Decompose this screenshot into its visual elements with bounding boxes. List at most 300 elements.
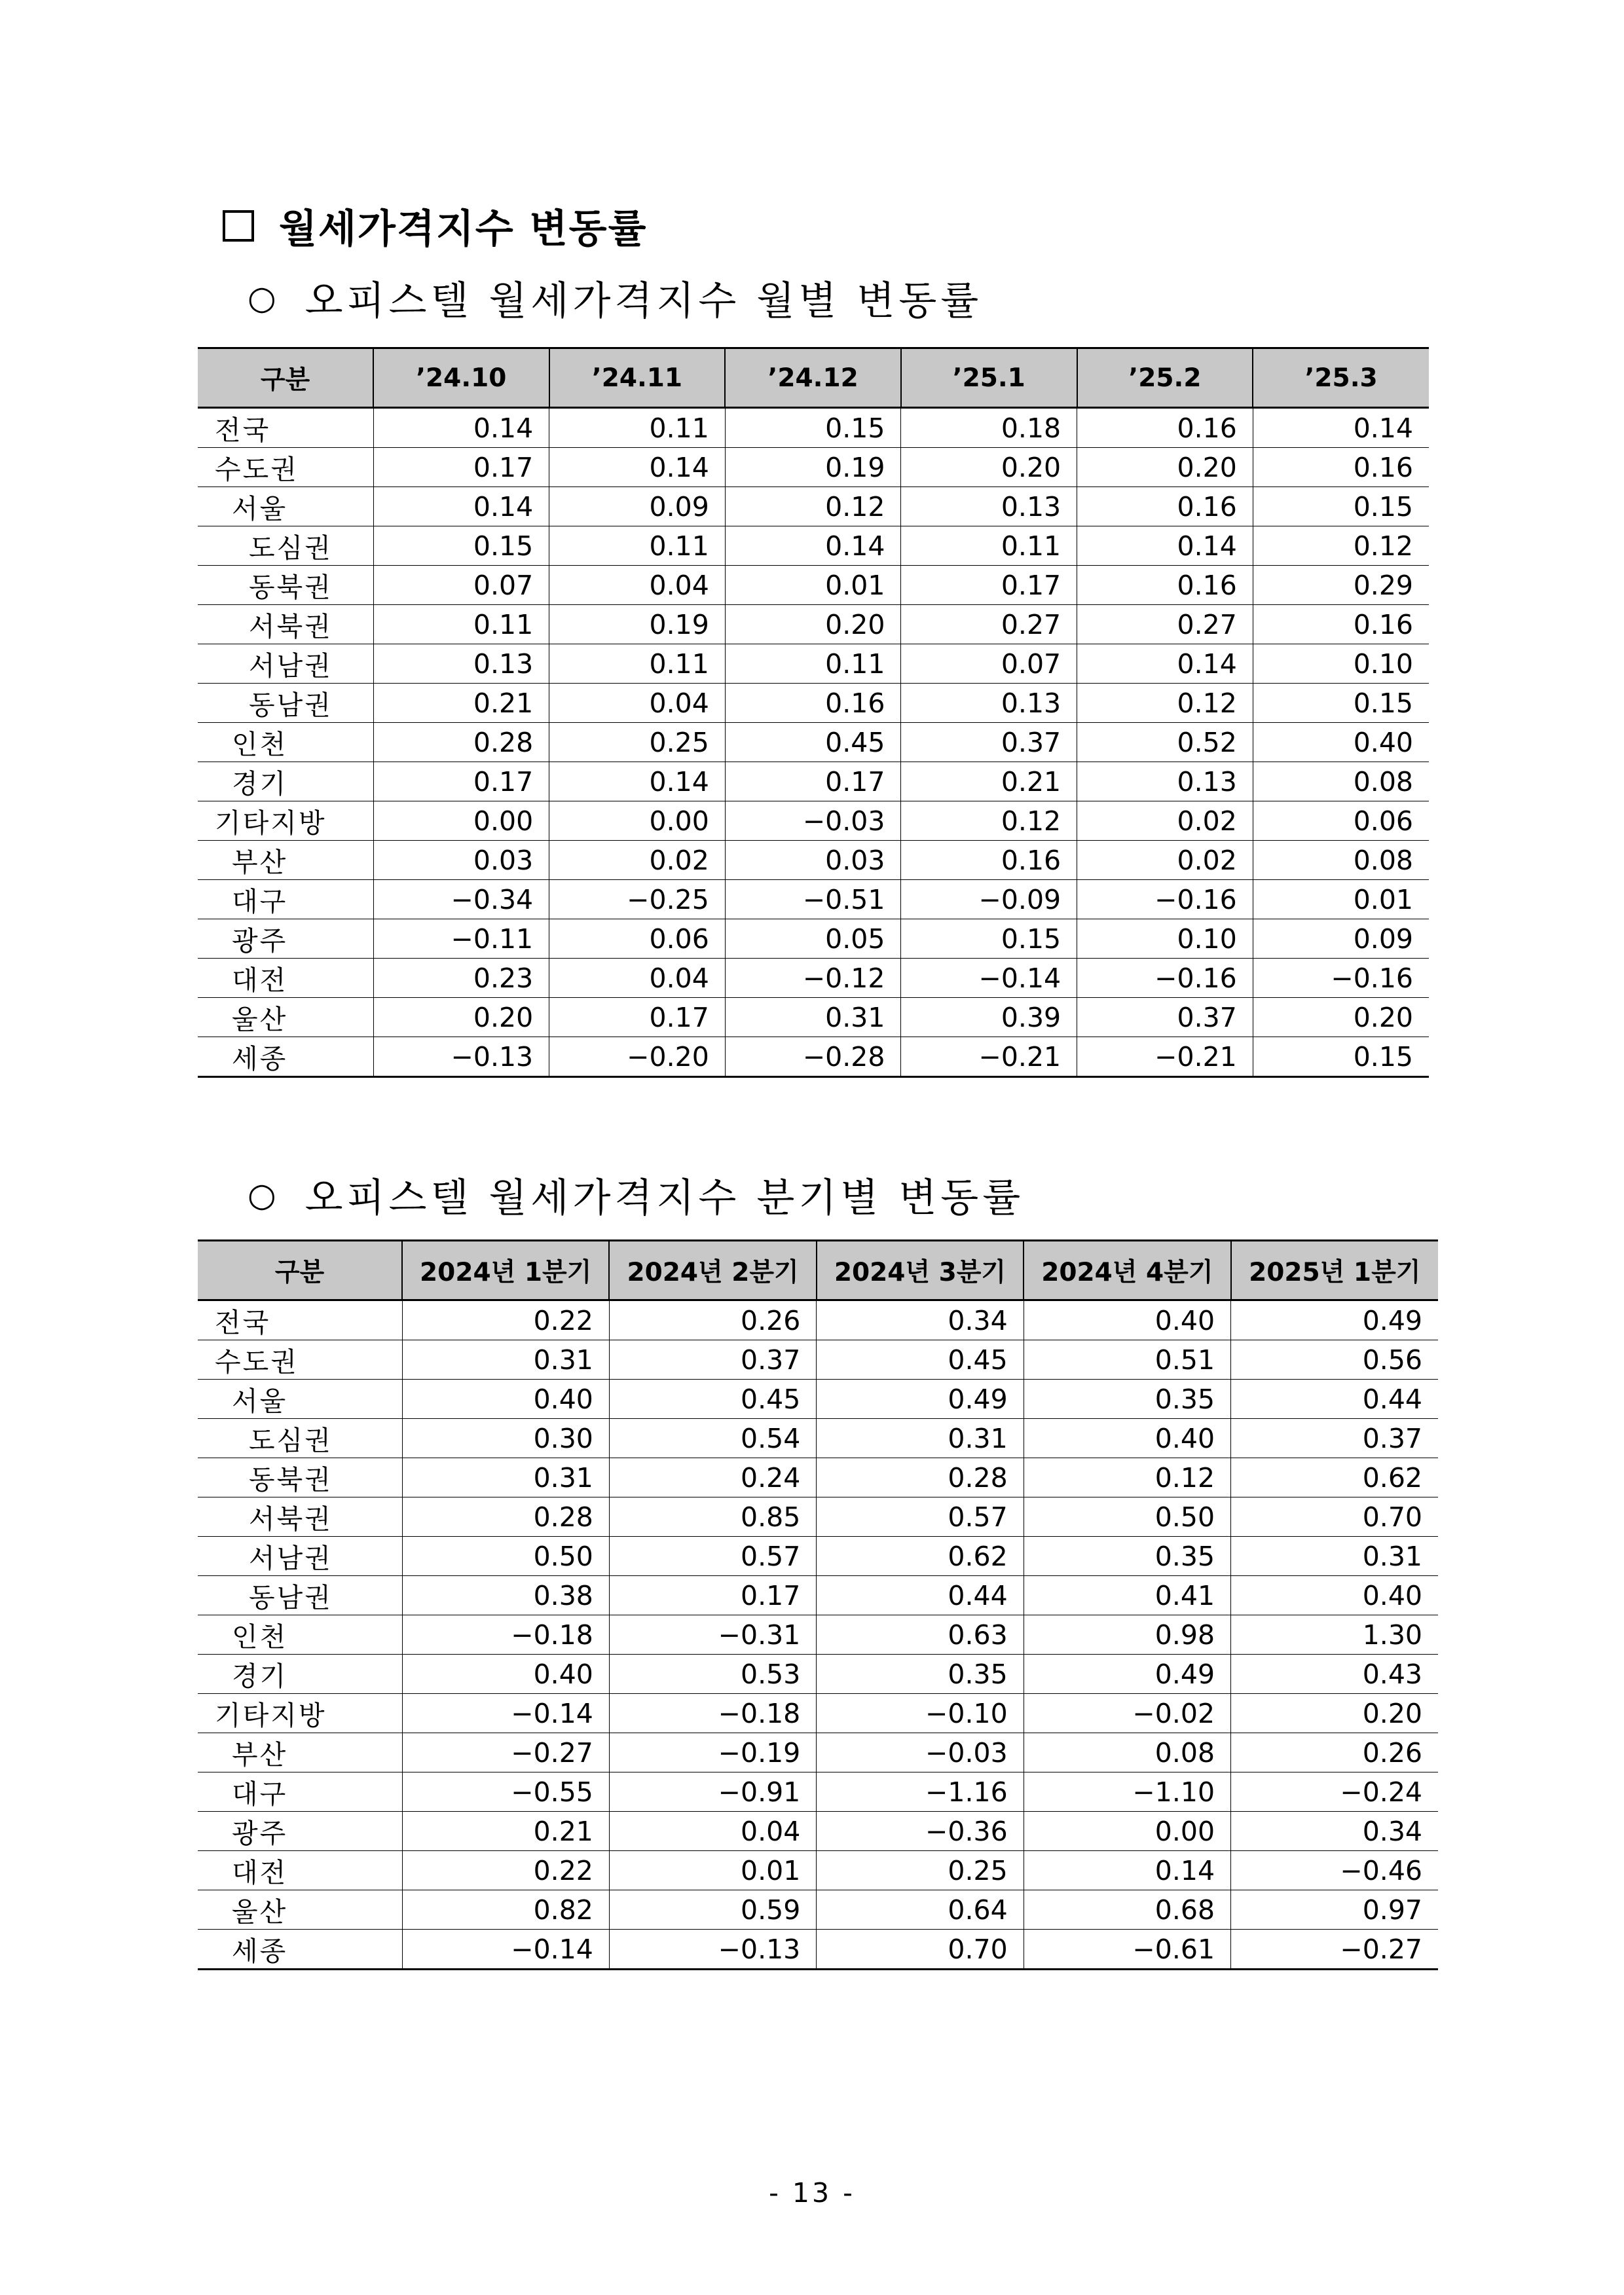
page-number: - 13 - — [769, 2177, 855, 2209]
row-label-cell — [198, 1615, 402, 1655]
region-label: 울산 — [232, 1896, 288, 1928]
value-cell: 0.07 — [901, 644, 1077, 684]
value-cell: −0.14 — [402, 1930, 609, 1970]
value-cell: 0.50 — [402, 1537, 609, 1576]
value-cell: 0.11 — [725, 644, 901, 684]
value-cell: 0.04 — [549, 566, 726, 605]
value-cell: 0.09 — [549, 487, 726, 526]
region-label: 전국 — [215, 1307, 271, 1338]
value-cell: 0.35 — [1024, 1380, 1230, 1419]
value-cell: 0.40 — [402, 1655, 609, 1694]
value-cell: 0.34 — [1231, 1812, 1438, 1851]
value-cell: −0.91 — [609, 1772, 816, 1812]
row-label-cell — [198, 1812, 402, 1851]
value-cell: −1.16 — [817, 1772, 1024, 1812]
table-row — [198, 1380, 1438, 1419]
value-cell: 0.45 — [817, 1340, 1024, 1380]
section-heading — [223, 196, 648, 255]
value-cell: 0.53 — [609, 1655, 816, 1694]
value-cell: 0.02 — [1077, 841, 1253, 880]
row-label-cell — [198, 959, 373, 998]
column-header-category: 구분 — [198, 1241, 402, 1300]
value-cell: 0.14 — [1077, 644, 1253, 684]
value-cell: 0.14 — [725, 526, 901, 566]
value-cell: −0.14 — [402, 1694, 609, 1733]
table-row — [198, 919, 1429, 959]
row-label-cell — [198, 1694, 402, 1733]
row-label-cell — [198, 1340, 402, 1380]
column-header: ’24.12 — [725, 348, 901, 408]
value-cell: 0.50 — [1024, 1497, 1230, 1537]
row-label-cell — [198, 644, 373, 684]
value-cell: 0.15 — [725, 408, 901, 448]
value-cell: 0.28 — [402, 1497, 609, 1537]
value-cell: 0.11 — [549, 644, 726, 684]
value-cell: 0.15 — [1253, 1037, 1429, 1077]
value-cell: 0.70 — [1231, 1497, 1438, 1537]
value-cell: −0.25 — [549, 880, 726, 919]
region-label: 서울 — [232, 1386, 288, 1417]
value-cell: 0.28 — [817, 1458, 1024, 1497]
value-cell: 0.15 — [373, 526, 549, 566]
quarterly-subheading — [248, 1166, 1024, 1224]
value-cell: 0.40 — [1024, 1300, 1230, 1340]
region-label: 광주 — [232, 1818, 288, 1849]
value-cell: 0.20 — [1231, 1694, 1438, 1733]
value-cell: 0.16 — [725, 684, 901, 723]
value-cell: 0.04 — [609, 1812, 816, 1851]
table-row — [198, 644, 1429, 684]
value-cell: 0.98 — [1024, 1615, 1230, 1655]
region-label: 기타지방 — [215, 807, 327, 839]
value-cell: −0.55 — [402, 1772, 609, 1812]
value-cell: 0.37 — [609, 1340, 816, 1380]
value-cell: 0.37 — [901, 723, 1077, 762]
value-cell: −0.21 — [901, 1037, 1077, 1077]
value-cell: 0.70 — [817, 1930, 1024, 1970]
value-cell: 0.41 — [1024, 1576, 1230, 1615]
region-label: 경기 — [232, 768, 288, 799]
table-row — [198, 1615, 1438, 1655]
table-row — [198, 1733, 1438, 1772]
value-cell: 0.14 — [373, 487, 549, 526]
value-cell: 0.31 — [402, 1458, 609, 1497]
value-cell: 0.00 — [1024, 1812, 1230, 1851]
table-row — [198, 959, 1429, 998]
value-cell: 0.28 — [373, 723, 549, 762]
table-row — [198, 1419, 1438, 1458]
value-cell: −0.27 — [402, 1733, 609, 1772]
monthly-subheading — [248, 268, 982, 327]
column-header: 2024년 4분기 — [1024, 1241, 1230, 1300]
value-cell: 0.20 — [1253, 998, 1429, 1037]
table-row — [198, 880, 1429, 919]
value-cell: 0.26 — [1231, 1733, 1438, 1772]
value-cell: 0.20 — [373, 998, 549, 1037]
table-row — [198, 841, 1429, 880]
value-cell: 0.64 — [817, 1890, 1024, 1930]
value-cell: −0.16 — [1077, 959, 1253, 998]
value-cell: 0.12 — [901, 801, 1077, 841]
value-cell: 0.44 — [1231, 1380, 1438, 1419]
row-label-cell — [198, 1655, 402, 1694]
value-cell: 0.21 — [402, 1812, 609, 1851]
value-cell: 0.31 — [817, 1419, 1024, 1458]
column-header: 2024년 2분기 — [609, 1241, 816, 1300]
value-cell: −0.20 — [549, 1037, 726, 1077]
value-cell: 0.57 — [817, 1497, 1024, 1537]
value-cell: −0.27 — [1231, 1930, 1438, 1970]
value-cell: −0.31 — [609, 1615, 816, 1655]
value-cell: 0.19 — [549, 605, 726, 644]
value-cell: 0.14 — [373, 408, 549, 448]
value-cell: 0.25 — [817, 1851, 1024, 1890]
value-cell: 0.19 — [725, 448, 901, 487]
table-row — [198, 1497, 1438, 1537]
value-cell: 0.20 — [725, 605, 901, 644]
row-label-cell — [198, 880, 373, 919]
region-label: 동남권 — [249, 689, 333, 721]
value-cell: 0.17 — [373, 762, 549, 801]
value-cell: 0.12 — [1024, 1458, 1230, 1497]
value-cell: 0.17 — [609, 1576, 816, 1615]
row-label-cell — [198, 1851, 402, 1890]
value-cell: 0.82 — [402, 1890, 609, 1930]
region-label: 세종 — [232, 1936, 288, 1967]
region-label: 울산 — [232, 1004, 288, 1035]
value-cell: 0.27 — [901, 605, 1077, 644]
value-cell: 0.40 — [1253, 723, 1429, 762]
region-label: 동북권 — [249, 572, 333, 603]
value-cell: 0.15 — [901, 919, 1077, 959]
value-cell: −0.19 — [609, 1733, 816, 1772]
row-label-cell — [198, 1458, 402, 1497]
value-cell: 0.68 — [1024, 1890, 1230, 1930]
region-label: 대전 — [232, 964, 288, 996]
row-label-cell — [198, 1300, 402, 1340]
table-row — [198, 1037, 1429, 1077]
row-label-cell — [198, 801, 373, 841]
table-row — [198, 998, 1429, 1037]
value-cell: 0.49 — [1231, 1300, 1438, 1340]
row-label-cell — [198, 1890, 402, 1930]
table-row — [198, 762, 1429, 801]
value-cell: 0.01 — [1253, 880, 1429, 919]
column-header: 2025년 1분기 — [1231, 1241, 1438, 1300]
region-label: 부산 — [232, 847, 288, 878]
value-cell: 0.25 — [549, 723, 726, 762]
table-row — [198, 1694, 1438, 1733]
value-cell: 0.05 — [725, 919, 901, 959]
value-cell: −0.12 — [725, 959, 901, 998]
region-label: 수도권 — [215, 454, 299, 485]
value-cell: 0.14 — [1077, 526, 1253, 566]
region-label: 대전 — [232, 1857, 288, 1888]
value-cell: 0.11 — [373, 605, 549, 644]
value-cell: 0.97 — [1231, 1890, 1438, 1930]
value-cell: 0.14 — [549, 762, 726, 801]
column-header: ’24.11 — [549, 348, 726, 408]
value-cell: 0.45 — [609, 1380, 816, 1419]
column-header: 2024년 3분기 — [817, 1241, 1024, 1300]
value-cell: 0.02 — [549, 841, 726, 880]
value-cell: 0.17 — [725, 762, 901, 801]
value-cell: 0.62 — [817, 1537, 1024, 1576]
region-label: 서북권 — [249, 611, 333, 642]
value-cell: 0.16 — [1253, 448, 1429, 487]
value-cell: −0.11 — [373, 919, 549, 959]
table-row — [198, 1890, 1438, 1930]
value-cell: −0.16 — [1077, 880, 1253, 919]
value-cell: −0.36 — [817, 1812, 1024, 1851]
row-label-cell — [198, 566, 373, 605]
value-cell: 0.14 — [1024, 1851, 1230, 1890]
value-cell: −0.03 — [817, 1733, 1024, 1772]
value-cell: 0.37 — [1231, 1419, 1438, 1458]
row-label-cell — [198, 919, 373, 959]
value-cell: 0.52 — [1077, 723, 1253, 762]
value-cell: 0.08 — [1253, 841, 1429, 880]
value-cell: 0.59 — [609, 1890, 816, 1930]
row-label-cell — [198, 1419, 402, 1458]
checkbox-square-icon — [223, 210, 254, 242]
table-row — [198, 1340, 1438, 1380]
value-cell: −0.51 — [725, 880, 901, 919]
region-label: 서남권 — [249, 1543, 333, 1574]
table-row — [198, 1930, 1438, 1970]
value-cell: 0.45 — [725, 723, 901, 762]
value-cell: 0.03 — [373, 841, 549, 880]
value-cell: −0.24 — [1231, 1772, 1438, 1812]
value-cell: 0.01 — [609, 1851, 816, 1890]
column-header: ’25.1 — [901, 348, 1077, 408]
section-heading-text: 월세가격지수 변동률 — [279, 206, 648, 252]
value-cell: −0.61 — [1024, 1930, 1230, 1970]
value-cell: −0.34 — [373, 880, 549, 919]
value-cell: 0.49 — [817, 1380, 1024, 1419]
value-cell: −0.14 — [901, 959, 1077, 998]
value-cell: −0.28 — [725, 1037, 901, 1077]
row-label-cell — [198, 1930, 402, 1970]
value-cell: 0.22 — [402, 1851, 609, 1890]
region-label: 전국 — [215, 414, 271, 446]
value-cell: 0.13 — [901, 684, 1077, 723]
table-row — [198, 566, 1429, 605]
quarterly-subheading-text: 오피스텔 월세가격지수 분기별 변동률 — [304, 1175, 1025, 1221]
value-cell: 0.16 — [1077, 408, 1253, 448]
table-row — [198, 1772, 1438, 1812]
table-row — [198, 448, 1429, 487]
value-cell: 0.31 — [725, 998, 901, 1037]
column-header: ’25.2 — [1077, 348, 1253, 408]
row-label-cell — [198, 841, 373, 880]
value-cell: 0.00 — [549, 801, 726, 841]
value-cell: 0.21 — [373, 684, 549, 723]
region-label: 기타지방 — [215, 1700, 327, 1731]
value-cell: 0.17 — [373, 448, 549, 487]
value-cell: 0.04 — [549, 959, 726, 998]
value-cell: 0.27 — [1077, 605, 1253, 644]
value-cell: 0.16 — [901, 841, 1077, 880]
value-cell: 0.26 — [609, 1300, 816, 1340]
value-cell: 0.04 — [549, 684, 726, 723]
value-cell: 0.13 — [373, 644, 549, 684]
table-header-row — [198, 348, 1429, 408]
value-cell: 0.43 — [1231, 1655, 1438, 1694]
value-cell: 0.62 — [1231, 1458, 1438, 1497]
row-label-cell — [198, 1772, 402, 1812]
value-cell: 0.07 — [373, 566, 549, 605]
region-label: 대구 — [232, 1778, 288, 1810]
region-label: 경기 — [232, 1661, 288, 1692]
table-row — [198, 1458, 1438, 1497]
value-cell: 0.13 — [1077, 762, 1253, 801]
value-cell: 0.12 — [1077, 684, 1253, 723]
region-label: 세종 — [232, 1043, 288, 1074]
region-label: 서남권 — [249, 650, 333, 682]
value-cell: 0.38 — [402, 1576, 609, 1615]
value-cell: 0.12 — [1253, 526, 1429, 566]
value-cell: 0.21 — [901, 762, 1077, 801]
monthly-subheading-text: 오피스텔 월세가격지수 월별 변동률 — [304, 278, 983, 324]
value-cell: 0.13 — [901, 487, 1077, 526]
value-cell: 0.57 — [609, 1537, 816, 1576]
circle-bullet-icon: ○ — [248, 279, 276, 317]
value-cell: 0.31 — [402, 1340, 609, 1380]
value-cell: 0.30 — [402, 1419, 609, 1458]
circle-bullet-icon: ○ — [248, 1176, 276, 1214]
row-label-cell — [198, 1733, 402, 1772]
value-cell: 0.40 — [1024, 1419, 1230, 1458]
region-label: 광주 — [232, 925, 288, 957]
table-row — [198, 1537, 1438, 1576]
value-cell: 0.40 — [1231, 1576, 1438, 1615]
table-row — [198, 684, 1429, 723]
row-label-cell — [198, 408, 373, 448]
value-cell: 0.02 — [1077, 801, 1253, 841]
region-label: 인천 — [232, 729, 288, 760]
value-cell: 0.15 — [1253, 684, 1429, 723]
value-cell: −0.13 — [373, 1037, 549, 1077]
column-header: ’25.3 — [1253, 348, 1429, 408]
column-header: ’24.10 — [373, 348, 549, 408]
value-cell: 0.34 — [817, 1300, 1024, 1340]
row-label-cell — [198, 526, 373, 566]
region-label: 동북권 — [249, 1464, 333, 1496]
value-cell: 0.16 — [1077, 487, 1253, 526]
row-label-cell — [198, 998, 373, 1037]
row-label-cell — [198, 448, 373, 487]
value-cell: 0.01 — [725, 566, 901, 605]
value-cell: 0.17 — [549, 998, 726, 1037]
value-cell: 0.39 — [901, 998, 1077, 1037]
value-cell: 0.20 — [1077, 448, 1253, 487]
row-label-cell — [198, 723, 373, 762]
value-cell: 0.56 — [1231, 1340, 1438, 1380]
row-label-cell — [198, 1497, 402, 1537]
region-label: 대구 — [232, 886, 288, 917]
value-cell: 0.23 — [373, 959, 549, 998]
value-cell: −0.09 — [901, 880, 1077, 919]
value-cell: −0.18 — [609, 1694, 816, 1733]
monthly-change-table — [198, 347, 1429, 1078]
value-cell: 0.06 — [1253, 801, 1429, 841]
value-cell: −0.02 — [1024, 1694, 1230, 1733]
value-cell: 0.31 — [1231, 1537, 1438, 1576]
value-cell: 0.44 — [817, 1576, 1024, 1615]
table-row — [198, 1576, 1438, 1615]
row-label-cell — [198, 762, 373, 801]
value-cell: 0.37 — [1077, 998, 1253, 1037]
quarterly-change-table — [198, 1239, 1438, 1970]
table-row — [198, 1300, 1438, 1340]
region-label: 도심권 — [249, 532, 333, 564]
value-cell: 0.08 — [1024, 1733, 1230, 1772]
value-cell: 0.09 — [1253, 919, 1429, 959]
region-label: 동남권 — [249, 1582, 333, 1613]
value-cell: 0.08 — [1253, 762, 1429, 801]
value-cell: 0.22 — [402, 1300, 609, 1340]
value-cell: 0.16 — [1253, 605, 1429, 644]
value-cell: −0.16 — [1253, 959, 1429, 998]
row-label-cell — [198, 1380, 402, 1419]
column-header: 2024년 1분기 — [402, 1241, 609, 1300]
value-cell: 0.14 — [549, 448, 726, 487]
region-label: 서북권 — [249, 1503, 333, 1535]
value-cell: 0.15 — [1253, 487, 1429, 526]
value-cell: 0.03 — [725, 841, 901, 880]
region-label: 수도권 — [215, 1346, 299, 1378]
value-cell: −1.10 — [1024, 1772, 1230, 1812]
row-label-cell — [198, 684, 373, 723]
value-cell: 0.35 — [1024, 1537, 1230, 1576]
row-label-cell — [198, 605, 373, 644]
value-cell: 0.16 — [1077, 566, 1253, 605]
value-cell: 1.30 — [1231, 1615, 1438, 1655]
value-cell: 0.18 — [901, 408, 1077, 448]
value-cell: 0.17 — [901, 566, 1077, 605]
value-cell: 0.54 — [609, 1419, 816, 1458]
value-cell: 0.06 — [549, 919, 726, 959]
table-row — [198, 1851, 1438, 1890]
value-cell: 0.14 — [1253, 408, 1429, 448]
value-cell: 0.51 — [1024, 1340, 1230, 1380]
table-row — [198, 1655, 1438, 1694]
value-cell: 0.10 — [1253, 644, 1429, 684]
value-cell: 0.11 — [549, 408, 726, 448]
value-cell: −0.10 — [817, 1694, 1024, 1733]
table-row — [198, 1812, 1438, 1851]
value-cell: 0.00 — [373, 801, 549, 841]
value-cell: 0.12 — [725, 487, 901, 526]
table-row — [198, 801, 1429, 841]
table-row — [198, 487, 1429, 526]
region-label: 인천 — [232, 1621, 288, 1653]
table-row — [198, 526, 1429, 566]
row-label-cell — [198, 1537, 402, 1576]
value-cell: 0.63 — [817, 1615, 1024, 1655]
value-cell: 0.40 — [402, 1380, 609, 1419]
value-cell: 0.11 — [901, 526, 1077, 566]
value-cell: −0.13 — [609, 1930, 816, 1970]
table-row — [198, 605, 1429, 644]
region-label: 도심권 — [249, 1425, 333, 1456]
value-cell: 0.29 — [1253, 566, 1429, 605]
value-cell: 0.49 — [1024, 1655, 1230, 1694]
value-cell: 0.20 — [901, 448, 1077, 487]
value-cell: 0.35 — [817, 1655, 1024, 1694]
value-cell: −0.18 — [402, 1615, 609, 1655]
